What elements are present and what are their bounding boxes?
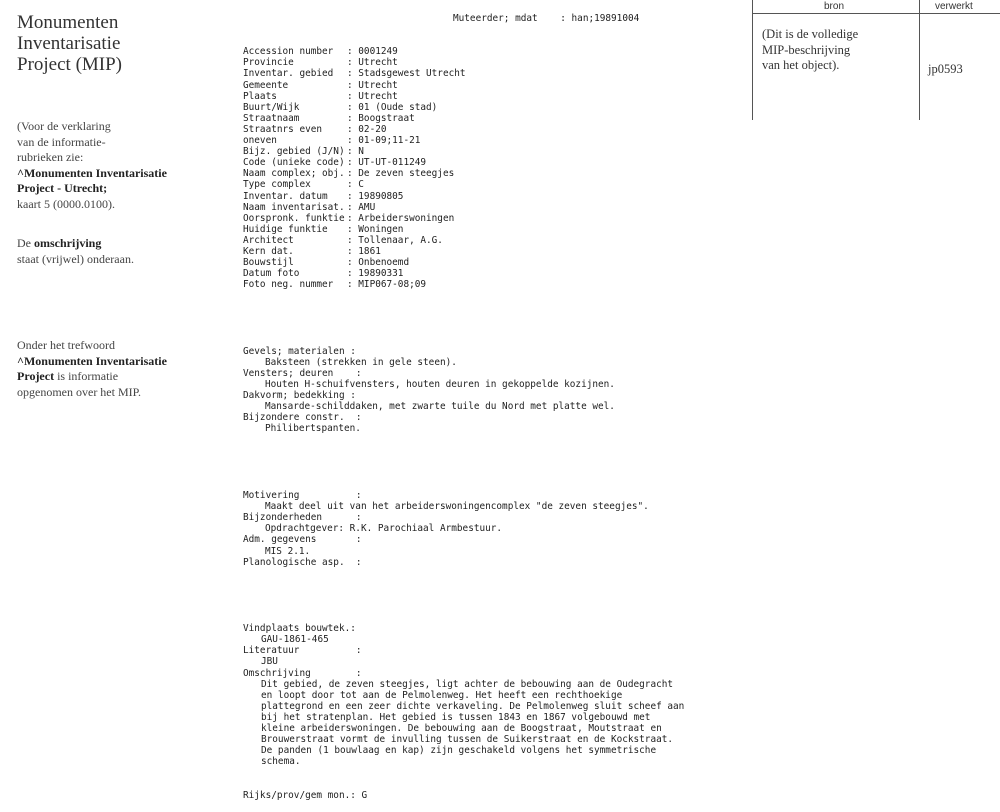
field-label: Naam complex; obj. [243,168,345,180]
field-label: Provincie [243,57,294,69]
section-text: Baksteen (strekken in gele steen). [265,356,457,368]
field-label: Type complex [243,179,311,191]
section-heading: Bijzondere constr. : [243,412,362,424]
record-field [243,68,743,79]
field-label: Accession number [243,46,334,58]
verwerkt-cell: jp0593 [928,62,963,76]
field-label: Straatnaam [243,112,300,124]
info-note-omschrijving [17,236,217,267]
left-column [17,12,217,75]
record-field [243,268,743,279]
section-text: GAU-1861-465 [261,634,329,646]
field-label: Buurt/Wijk [243,101,300,113]
section-heading: Vensters; deuren : [243,368,362,379]
note-text: van de informatie- [17,134,106,149]
field-value: : De zeven steegjes [347,168,455,180]
section-text: bij het stratenplan. Het gebied is tussen 1843 en 1867 volgebouwd met [261,711,651,723]
record-field [243,224,743,235]
section-text: MIS 2.1. [265,545,311,557]
section-text: en loopt door tot aan de Pelmolenweg. Het heeft een rechthoekige [261,689,623,701]
note-text: is informatie [54,369,119,383]
field-label: oneven [243,135,277,147]
field-label: Gemeente [243,79,289,91]
record-field [243,91,743,102]
section-heading: Dakvorm; bedekking : [243,390,356,402]
field-value: : Woningen [347,223,404,235]
source-table [752,0,1000,120]
field-list [243,46,743,290]
field-value: : Stadsgewest Utrecht [347,68,466,80]
note-text: Onder het trefwoord [17,338,115,352]
note-text: kaart 5 (0000.0100). [17,196,115,211]
record-field [243,179,743,190]
field-value: : 02-20 [347,123,387,135]
field-value: : Utrecht [347,90,398,102]
section-heading: Literatuur : [243,645,362,657]
bron-line: (Dit is de volledige [762,27,859,41]
section-text: Brouwerstraat vormt de invulling tussen de Suikerstraat en de Kockstraat. [261,734,674,746]
field-value: : N [347,146,364,158]
info-note-verklaring [17,119,217,212]
section-text: De panden (1 bouwlaag en kap) zijn geschakeld volgens het symmetrische [261,745,657,757]
field-label: Bijz. gebied (J/N) [243,146,345,158]
field-value: : Arbeiderswoningen [347,212,455,224]
note-text: (Voor de verklaring [17,119,111,133]
field-label: Architect [243,234,294,246]
record-field [243,246,743,257]
section-text: JBU [261,656,278,668]
section-heading: Bijzonderheden : [243,512,362,524]
note-text: staat (vrijwel) onderaan. [17,251,134,266]
description-sections-3 [243,623,743,767]
note-keyword: Project - Utrecht; [17,181,108,195]
section-heading: Gevels; materialen : [243,345,356,357]
field-label: Naam inventarisat. [243,201,345,213]
description-sections-2 [243,490,743,568]
section-heading: Vindplaats bouwtek.: [243,623,356,635]
note-text: rubrieken zie: [17,150,84,164]
record-field [243,279,743,290]
section-text: Philibertspanten. [265,423,361,435]
record-block [243,13,743,812]
info-note-trefwoord [17,338,217,400]
section-text: schema. [261,756,301,768]
record-field [243,80,743,91]
section-heading: Adm. gegevens : [243,534,362,546]
monument-status: Rijks/prov/gem mon.: G [243,789,368,801]
document-title [17,12,217,75]
record-field [243,124,743,135]
field-label: Straatnrs even [243,123,323,135]
field-value: : Utrecht [347,57,398,69]
field-label: Plaats [243,90,277,102]
title-line: Monumenten [17,12,119,33]
title-line: Inventarisatie [17,33,121,54]
col-header-verwerkt: verwerkt [935,1,973,12]
section-text: Maakt deel uit van het arbeiderswoningencomplex "de zeven steegjes". [265,501,649,513]
note-keyword: ^Monumenten Inventarisatie [17,353,167,368]
section-text: Mansarde-schilddaken, met zwarte tuile du Nord met platte wel. [265,401,615,413]
field-value: : 0001249 [347,46,398,58]
section-heading: Omschrijving : [243,667,362,679]
field-label: Code (unieke code) [243,157,345,169]
field-value: : Boogstraat [347,112,415,124]
record-field [243,191,743,202]
table-border [752,0,753,120]
field-value: : Tollenaar, A.G. [347,234,443,246]
description-sections-1 [243,346,743,435]
field-value: : Onbenoemd [347,257,410,269]
bron-line: MIP-beschrijving [762,42,851,57]
record-field [243,157,743,168]
mutation-info: Muteerder; mdat : han;19891004 [453,13,640,24]
field-label: Datum foto [243,268,300,280]
field-value: : UT-UT-011249 [347,157,427,169]
record-field [243,213,743,224]
record-field [243,57,743,68]
field-value: : 01 (Oude stad) [347,101,438,113]
note-keyword: omschrijving [34,236,102,250]
section-text: Opdrachtgever: R.K. Parochiaal Armbestuur. [265,523,503,535]
section-text: Dit gebied, de zeven steegjes, ligt achter de bebouwing aan de Oudegracht [261,678,674,690]
bron-cell [762,27,922,74]
field-label: Inventar. gebied [243,68,334,80]
record-field [243,102,743,113]
field-value: : C [347,179,364,191]
field-label: Foto neg. nummer [243,279,334,291]
bron-line: van het object). [762,58,840,72]
record-field [243,113,743,124]
section-text: Houten H-schuifvensters, houten deuren in gekoppelde kozijnen. [265,379,615,391]
note-text: opgenomen over het MIP. [17,384,141,399]
note-keyword: ^Monumenten Inventarisatie [17,165,167,180]
field-value: : 19890331 [347,268,404,280]
col-header-bron: bron [824,1,845,12]
table-header-rule [752,13,1000,14]
record-field [243,257,743,268]
record-field [243,168,743,179]
field-label: Bouwstijl [243,257,294,269]
section-heading: Planologische asp. : [243,556,362,568]
field-value: : 01-09;11-21 [347,135,421,147]
field-label: Huidige funktie [243,223,328,235]
record-field [243,146,743,157]
field-label: Kern dat. [243,245,294,257]
field-label: Oorspronk. funktie [243,212,345,224]
section-text: plattegrond en een zeer dichte verkaveling. De Pelmolenweg sluit scheef aan [261,700,685,712]
field-label: Inventar. datum [243,190,328,202]
note-keyword: Project [17,369,55,383]
record-field [243,135,743,146]
field-value: : MIP067-08;09 [347,279,427,291]
title-line: Project (MIP) [17,54,123,75]
record-field [243,202,743,213]
section-text: kleine arbeiderswoningen. De bebouwing aan de Boogstraat, Moutstraat en [261,723,662,734]
note-text: De [17,236,34,250]
record-field [243,235,743,246]
record-field [243,46,743,57]
field-value: : 1861 [347,245,381,257]
field-value: : Utrecht [347,79,398,91]
field-value: : 19890805 [347,190,404,202]
field-value: : AMU [347,201,376,213]
section-heading: Motivering : [243,490,362,502]
